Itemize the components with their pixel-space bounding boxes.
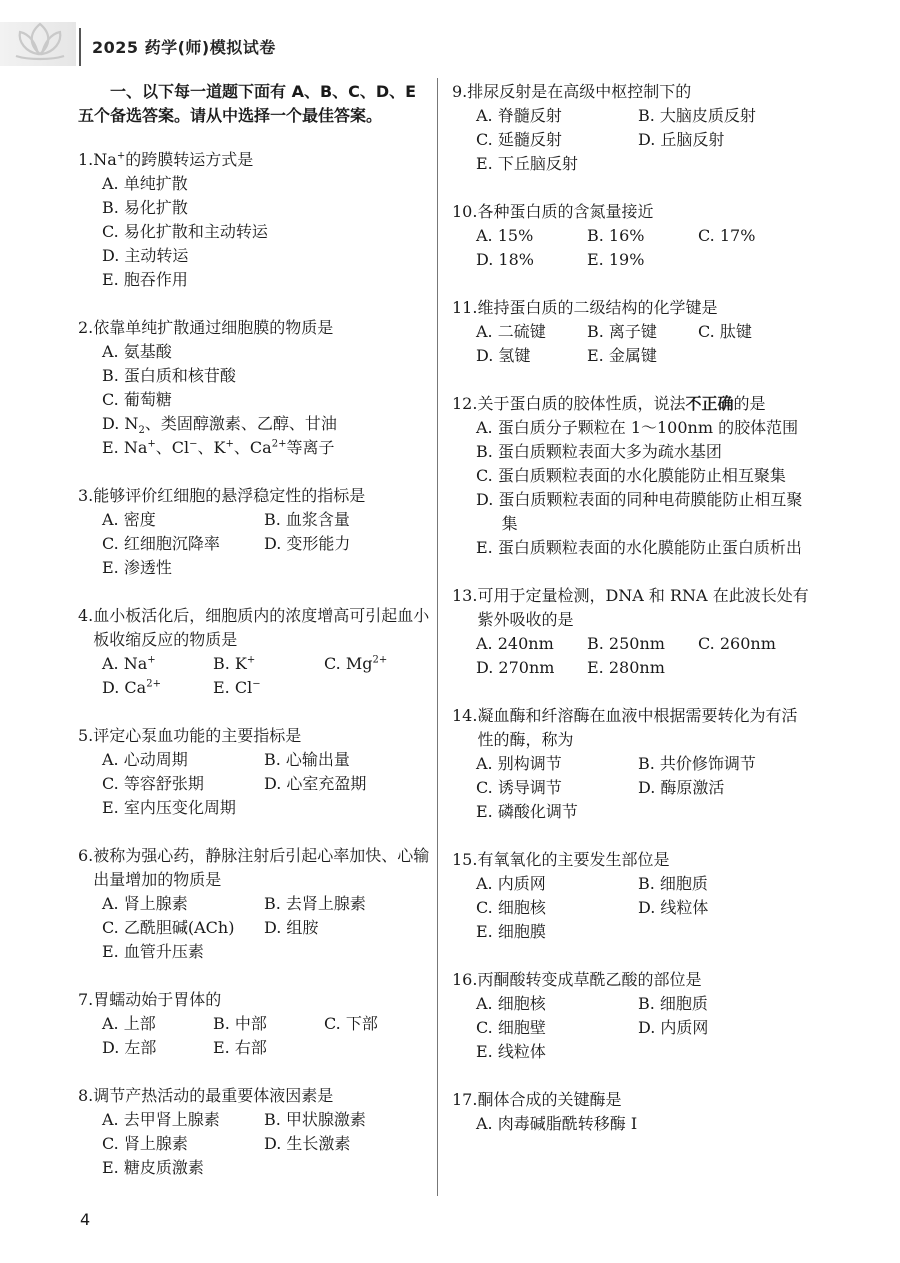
option-row xyxy=(476,632,812,656)
question-number: 6. xyxy=(78,846,94,865)
option-d: D. 18% xyxy=(476,250,534,269)
option-d: D. 主动转运 xyxy=(102,246,189,265)
option-c: C. 葡萄糖 xyxy=(102,390,172,409)
question-1 xyxy=(78,148,430,292)
question-number: 10. xyxy=(452,202,478,221)
option-d: D. 蛋白质颗粒表面的同种电荷膜能防止相互聚集 xyxy=(476,490,803,533)
question-number: 1. xyxy=(78,150,94,169)
question-number: 7. xyxy=(78,990,94,1009)
superscript: + xyxy=(225,438,234,450)
text-part: E. Cl xyxy=(213,678,253,697)
page-header xyxy=(0,0,900,64)
question-number: 3. xyxy=(78,486,94,505)
header-accent-bar xyxy=(79,28,81,66)
option-a: A. 氨基酸 xyxy=(102,342,172,361)
question-16 xyxy=(452,968,812,1064)
option-e: E. 磷酸化调节 xyxy=(476,802,578,821)
question-number: 12. xyxy=(452,394,478,413)
option-d: D. 丘脑反射 xyxy=(638,130,725,149)
option-c: C. 延髓反射 xyxy=(476,130,562,149)
text-part: 、类固醇激素、乙醇、甘油 xyxy=(144,414,337,433)
question-text xyxy=(477,392,812,416)
option-e: E. 胞吞作用 xyxy=(102,270,188,289)
option-row xyxy=(476,248,812,272)
question-number: 15. xyxy=(452,850,478,869)
option-b: B. 共价修饰调节 xyxy=(638,754,756,773)
option-b: B. 细胞质 xyxy=(638,874,708,893)
option-b: B. 中部 xyxy=(213,1014,267,1033)
option-row xyxy=(476,344,812,368)
question-stem xyxy=(452,200,812,224)
question-text: 评定心泵血功能的主要指标是 xyxy=(93,726,302,745)
option-a: A. 去甲肾上腺素 xyxy=(102,1110,220,1129)
option-d: D. 线粒体 xyxy=(638,898,709,917)
option-row xyxy=(102,1132,430,1156)
question-number: 8. xyxy=(78,1086,94,1105)
option-a: A. 240nm xyxy=(476,634,554,653)
option-b: B. 大脑皮质反射 xyxy=(638,106,756,125)
option-d: D. 氢键 xyxy=(476,346,531,365)
question-text: 丙酮酸转变成草酰乙酸的部位是 xyxy=(477,970,702,989)
question-number: 5. xyxy=(78,726,94,745)
text-part: 、K xyxy=(197,438,226,457)
superscript: − xyxy=(252,678,261,690)
option-c xyxy=(324,652,435,676)
question-text: 血小板活化后，细胞质内的浓度增高可引起血小板收缩反应的物质是 xyxy=(93,606,430,649)
option-row xyxy=(476,896,812,920)
option-e: E. 糖皮质激素 xyxy=(102,1158,204,1177)
option-d: D. 酶原激活 xyxy=(638,778,725,797)
option-c: C. 肾上腺素 xyxy=(102,1134,188,1153)
lotus-logo-icon xyxy=(8,14,72,62)
stem-part: 的是 xyxy=(733,394,766,413)
question-text: 酮体合成的关键酶是 xyxy=(477,1090,622,1109)
answer-options xyxy=(78,1012,430,1060)
question-number: 11. xyxy=(452,298,478,317)
option-d: D. 270nm xyxy=(476,658,555,677)
question-stem xyxy=(78,724,430,748)
option-row xyxy=(476,992,812,1016)
answer-options xyxy=(452,872,812,944)
option-b: B. 16% xyxy=(587,226,645,245)
text-part: C. Mg xyxy=(324,654,373,673)
answer-options xyxy=(452,992,812,1064)
option-a: A. 15% xyxy=(476,226,534,245)
option-c: C. 260nm xyxy=(698,634,776,653)
stem-part: Na xyxy=(93,150,117,169)
column-divider xyxy=(437,78,438,1196)
question-stem xyxy=(452,296,812,320)
option-b: B. 血浆含量 xyxy=(264,510,350,529)
option-row xyxy=(476,320,812,344)
question-10 xyxy=(452,200,812,272)
question-7 xyxy=(78,988,430,1060)
option-e: E. 蛋白质颗粒表面的水化膜能防止蛋白质析出 xyxy=(476,538,802,557)
option-a: A. 密度 xyxy=(102,510,156,529)
option-b: B. 离子键 xyxy=(587,322,657,341)
question-stem xyxy=(78,604,430,652)
option-c: C. 等容舒张期 xyxy=(102,774,204,793)
option-a: A. 二硫键 xyxy=(476,322,546,341)
option-b: B. 易化扩散 xyxy=(102,198,188,217)
option-row xyxy=(476,1016,812,1040)
option-b: B. 细胞质 xyxy=(638,994,708,1013)
emphasis-text: 不正确 xyxy=(685,394,734,413)
question-14 xyxy=(452,704,812,824)
question-number: 9. xyxy=(452,82,468,101)
option-b: B. 去肾上腺素 xyxy=(264,894,366,913)
stem-part: 关于蛋白质的胶体性质，说法 xyxy=(477,394,686,413)
answer-options xyxy=(78,892,430,964)
superscript: + xyxy=(147,438,156,450)
answer-options xyxy=(78,340,430,460)
option-row xyxy=(102,1012,430,1036)
option-d: D. 生长激素 xyxy=(264,1134,351,1153)
left-column xyxy=(78,80,430,1204)
option-a: A. 内质网 xyxy=(476,874,546,893)
right-column xyxy=(452,80,812,1160)
question-6 xyxy=(78,844,430,964)
option-c: C. 细胞壁 xyxy=(476,1018,546,1037)
question-text: 维持蛋白质的二级结构的化学键是 xyxy=(477,298,718,317)
option-row xyxy=(476,776,812,800)
question-stem xyxy=(78,988,430,1012)
option-a: A. 脊髓反射 xyxy=(476,106,562,125)
option-row xyxy=(102,1108,430,1132)
option-row xyxy=(102,892,430,916)
superscript: + xyxy=(147,654,156,666)
option-e: E. 细胞膜 xyxy=(476,922,546,941)
question-5 xyxy=(78,724,430,820)
option-row xyxy=(102,1036,430,1060)
option-c: C. 下部 xyxy=(324,1014,378,1033)
question-text: 胃蠕动始于胃体的 xyxy=(93,990,222,1009)
option-e: E. 280nm xyxy=(587,658,665,677)
superscript: + xyxy=(116,150,126,162)
option-row xyxy=(476,656,812,680)
option-a: A. 肾上腺素 xyxy=(102,894,188,913)
question-stem xyxy=(452,584,812,632)
option-row xyxy=(476,752,812,776)
option-d: D. 变形能力 xyxy=(264,534,351,553)
option-c: C. 17% xyxy=(698,226,756,245)
option-d: D. 内质网 xyxy=(638,1018,709,1037)
text-part: 、Ca xyxy=(233,438,272,457)
question-stem xyxy=(452,80,812,104)
answer-options xyxy=(78,1108,430,1180)
question-text: 被称为强心药，静脉注射后引起心率加快、心输出量增加的物质是 xyxy=(93,846,430,889)
question-number: 16. xyxy=(452,970,478,989)
subscript: 2 xyxy=(138,425,145,437)
question-stem xyxy=(78,484,430,508)
option-row xyxy=(102,532,430,556)
option-c: C. 诱导调节 xyxy=(476,778,562,797)
option-e: E. 血管升压素 xyxy=(102,942,204,961)
answer-options xyxy=(452,1112,812,1136)
question-13 xyxy=(452,584,812,680)
option-b: B. 甲状腺激素 xyxy=(264,1110,366,1129)
question-text: 依靠单纯扩散通过细胞膜的物质是 xyxy=(93,318,334,337)
option-row xyxy=(476,224,812,248)
question-stem xyxy=(452,704,812,752)
text-part: E. Na xyxy=(102,438,148,457)
answer-options xyxy=(452,320,812,368)
question-number: 4. xyxy=(78,606,94,625)
question-number: 14. xyxy=(452,706,478,725)
option-e: E. 金属键 xyxy=(587,346,657,365)
option-c: C. 乙酰胆碱(ACh) xyxy=(102,918,235,937)
option-b: B. 250nm xyxy=(587,634,665,653)
answer-options xyxy=(452,632,812,680)
option-row xyxy=(476,872,812,896)
text-part: 、Cl xyxy=(155,438,190,457)
question-text: 凝血酶和纤溶酶在血液中根据需要转化为有活性的酶，称为 xyxy=(477,706,798,749)
option-c: C. 蛋白质颗粒表面的水化膜能防止相互聚集 xyxy=(476,466,786,485)
question-number: 17. xyxy=(452,1090,478,1109)
option-c: C. 肽键 xyxy=(698,322,752,341)
question-9 xyxy=(452,80,812,176)
option-e: E. 室内压变化周期 xyxy=(102,798,236,817)
answer-options xyxy=(452,416,812,560)
option-d xyxy=(102,676,213,700)
question-3 xyxy=(78,484,430,580)
option-b: B. 心输出量 xyxy=(264,750,350,769)
option-d xyxy=(102,412,430,436)
book-title: 2025 药学(师)模拟试卷 xyxy=(92,38,276,57)
text-part: D. Ca xyxy=(102,678,147,697)
question-stem xyxy=(452,968,812,992)
option-b xyxy=(213,652,324,676)
question-stem xyxy=(78,148,430,172)
question-17 xyxy=(452,1088,812,1136)
question-stem xyxy=(452,1088,812,1112)
option-c: C. 细胞核 xyxy=(476,898,546,917)
option-row xyxy=(476,128,812,152)
answer-options xyxy=(78,652,430,700)
option-e xyxy=(213,676,324,700)
question-stem xyxy=(78,316,430,340)
option-row xyxy=(102,652,430,676)
option-b: B. 蛋白质颗粒表面大多为疏水基团 xyxy=(476,442,722,461)
option-row xyxy=(476,104,812,128)
question-text: 可用于定量检测，DNA 和 RNA 在此波长处有紫外吸收的是 xyxy=(477,586,809,629)
answer-options xyxy=(452,104,812,176)
question-number: 13. xyxy=(452,586,478,605)
question-text: 有氧氧化的主要发生部位是 xyxy=(477,850,670,869)
option-e: E. 右部 xyxy=(213,1038,267,1057)
option-c: C. 易化扩散和主动转运 xyxy=(102,222,268,241)
option-d: D. 心室充盈期 xyxy=(264,774,367,793)
option-b: B. 蛋白质和核苷酸 xyxy=(102,366,236,385)
option-d: D. 组胺 xyxy=(264,918,319,937)
question-12 xyxy=(452,392,812,560)
text-part: A. Na xyxy=(102,654,148,673)
answer-options xyxy=(452,752,812,824)
question-stem xyxy=(78,844,430,892)
option-a: A. 细胞核 xyxy=(476,994,546,1013)
question-text: 能够评价红细胞的悬浮稳定性的指标是 xyxy=(93,486,366,505)
option-a: A. 上部 xyxy=(102,1014,156,1033)
option-a: A. 肉毒碱脂酰转移酶 I xyxy=(476,1114,638,1133)
question-text: 排尿反射是在高级中枢控制下的 xyxy=(467,82,692,101)
stem-part: 的跨膜转运方式是 xyxy=(125,150,254,169)
text-part: B. K xyxy=(213,654,247,673)
question-text: 调节产热活动的最重要体液因素是 xyxy=(93,1086,334,1105)
question-8 xyxy=(78,1084,430,1180)
question-11 xyxy=(452,296,812,368)
option-row xyxy=(102,676,430,700)
superscript: + xyxy=(246,654,256,666)
question-number: 2. xyxy=(78,318,94,337)
answer-options xyxy=(452,224,812,272)
option-c: C. 红细胞沉降率 xyxy=(102,534,220,553)
superscript: 2+ xyxy=(372,654,388,666)
section-heading: 一、以下每一道题下面有 A、B、C、D、E 五个备选答案。请从中选择一个最佳答案。 xyxy=(78,82,417,125)
text-part: D. N xyxy=(102,414,139,433)
option-a: A. 别构调节 xyxy=(476,754,562,773)
option-row xyxy=(102,748,430,772)
option-a: A. 蛋白质分子颗粒在 1～100nm 的胶体范围 xyxy=(476,418,799,437)
option-row xyxy=(102,508,430,532)
superscript: − xyxy=(189,438,198,450)
page-number: 4 xyxy=(80,1210,91,1229)
option-e: E. 渗透性 xyxy=(102,558,172,577)
question-4 xyxy=(78,604,430,700)
answer-options xyxy=(78,508,430,580)
option-a: A. 心动周期 xyxy=(102,750,188,769)
option-e: E. 线粒体 xyxy=(476,1042,546,1061)
answer-options xyxy=(78,172,430,292)
option-a: A. 单纯扩散 xyxy=(102,174,188,193)
option-a xyxy=(102,652,213,676)
option-e: E. 19% xyxy=(587,250,645,269)
question-2 xyxy=(78,316,430,460)
option-d: D. 左部 xyxy=(102,1038,157,1057)
text-part: 等离子 xyxy=(286,438,335,457)
question-text: 各种蛋白质的含氮量接近 xyxy=(477,202,654,221)
option-e xyxy=(102,436,430,460)
question-text xyxy=(93,148,430,172)
question-stem xyxy=(78,1084,430,1108)
question-stem xyxy=(452,848,812,872)
option-row xyxy=(102,772,430,796)
superscript: 2+ xyxy=(271,438,287,450)
option-e: E. 下丘脑反射 xyxy=(476,154,578,173)
question-15 xyxy=(452,848,812,944)
question-stem xyxy=(452,392,812,416)
superscript: 2+ xyxy=(146,678,161,690)
answer-options xyxy=(78,748,430,820)
option-row xyxy=(102,916,430,940)
